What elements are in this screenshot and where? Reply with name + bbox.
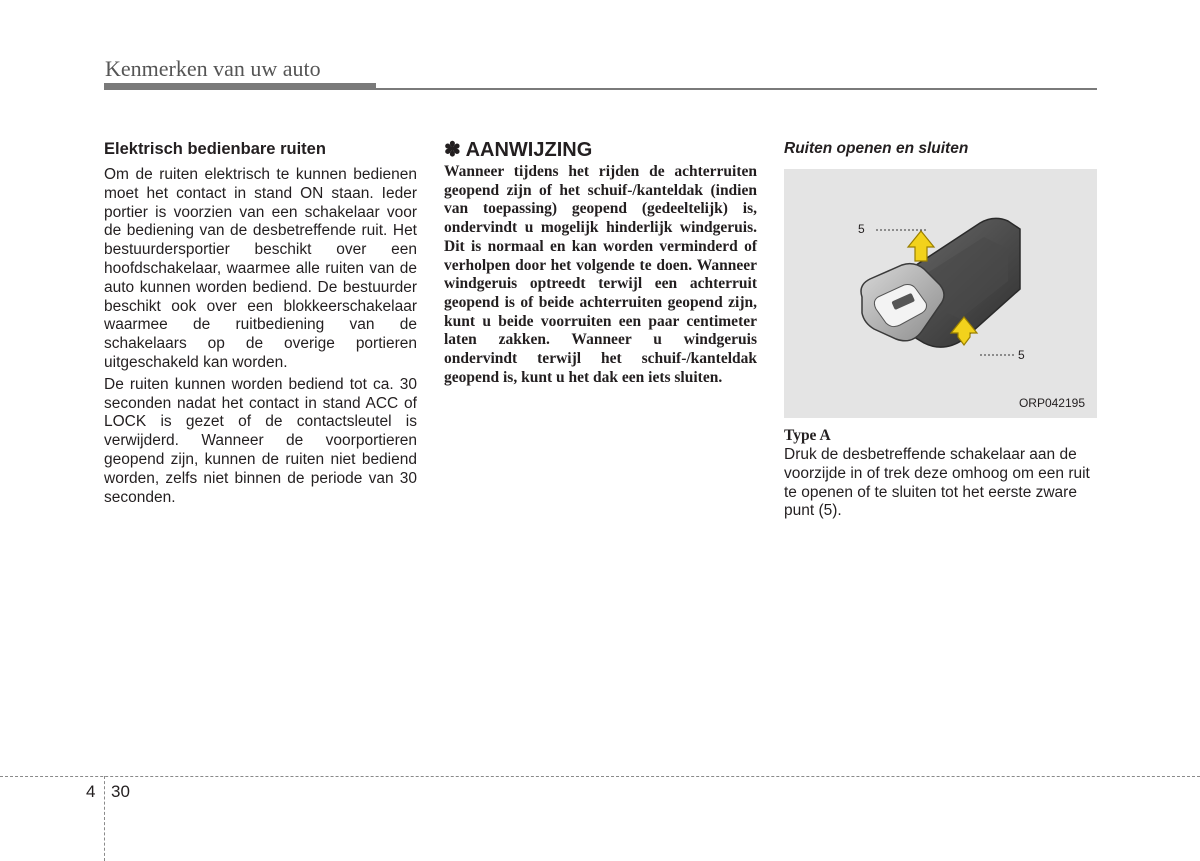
page-number: 30 [111,782,130,801]
header-rule [104,88,1097,90]
note-heading-label: AANWIJZING [465,139,593,161]
right-column [784,138,1097,524]
instruction-text: Druk de desbetreffende schakelaar aan de voorzijde in of trek deze omhoog om een ruit te openen of te sluiten tot het eerste zware punt (5). [784,446,1090,520]
note-heading [444,138,757,162]
running-header-title: Kenmerken van uw auto [105,56,321,81]
footer-rule [0,776,1200,777]
note-text: Wanneer tijdens het rijden de achterruiten geopend zijn of het schuif-/kanteldak (indien van toepassing) geopend (gedeeltelijk) is, ondervindt u mogelijk hinderlijk windgeruis. Dit is normaal en kan worden verminderd of verholpen door het volgende te doen. Wanneer windgeruis optreedt terwijl een achterruit geopend is of beide achterruiten geopend zijn, kunt u beide voorruiten een paar centimeter laten zakken. Wanneer u windgeruis ondervindt terwijl het schuif-/kanteldak geopend is, kunt u het dak een iets sluiten. [444,163,757,386]
body-paragraph-1: Om de ruiten elektrisch te kunnen bedienen moet het contact in stand ON staan. Ieder portier is voorzien van een schakelaar voor de bediening van de desbetreffende ruit. Het bestuurdersportier beschikt over een hoofdschakelaar, waarmee alle ruiten van de auto kunnen worden bediend. De bestuurder beschikt ook over een blokkeerschakelaar waarmee de ruitbediening van de schakelaars op de overige portieren uitgeschakeld kan worden. [104,166,417,371]
footer-divider [104,776,105,861]
window-switch-illustration [784,169,1097,418]
callout-5-top: 5 [858,222,865,236]
note-column [444,138,757,387]
callout-5-bottom: 5 [1018,348,1025,362]
chapter-number: 4 [86,782,96,801]
body-paragraph-2: De ruiten kunnen worden bediend tot ca. 30 seconden nadat het contact in stand ACC of LOCK is gezet of de contactsleutel is verwijderd. Wanneer de voorportieren geopend zijn, kunnen de ruiten niet bediend worden, zelfs niet binnen de periode van 30 seconden. [104,375,417,506]
window-switch-figure [784,169,1097,418]
figure-code: ORP042195 [1018,396,1085,410]
section-heading: Elektrisch bedienbare ruiten [104,140,326,158]
type-label: Type A [784,427,831,444]
asterisk-icon: ✽ [444,139,461,161]
figure-caption: Ruiten openen en sluiten [784,140,969,157]
left-column [104,138,417,510]
